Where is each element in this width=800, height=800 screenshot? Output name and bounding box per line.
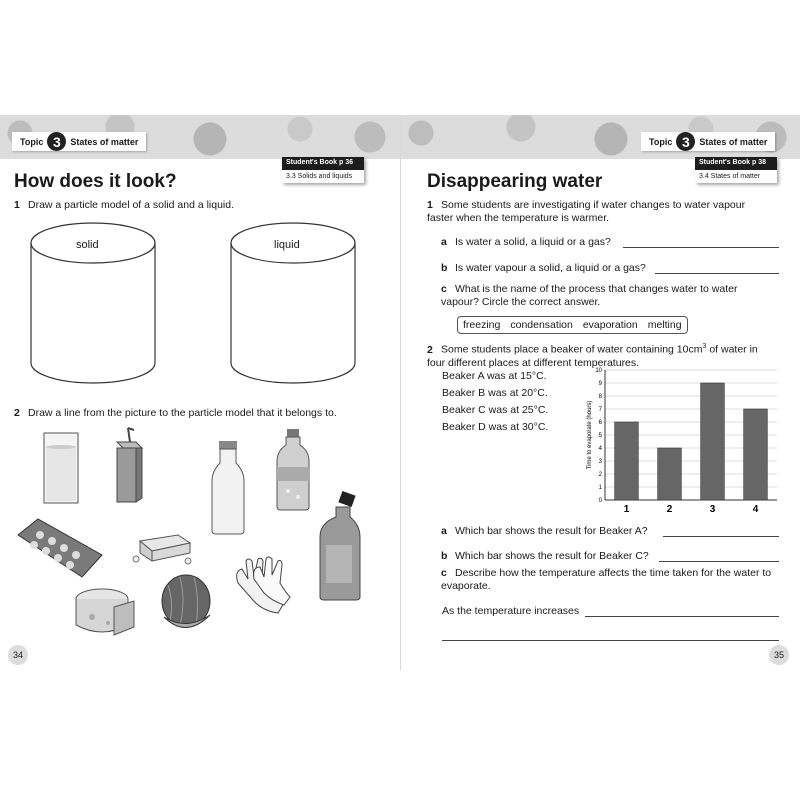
cheese-image[interactable] <box>74 585 138 641</box>
answer-line-2b[interactable] <box>659 561 779 562</box>
glass-of-milk-image[interactable] <box>42 431 80 505</box>
left-page-number: 34 <box>8 645 28 665</box>
y-tick-label: 3 <box>598 459 602 465</box>
topic-number: 3 <box>47 132 66 151</box>
y-tick-label: 6 <box>598 420 602 426</box>
beaker-a-text: Beaker A was at 15°C. <box>442 370 547 382</box>
topic-number: 3 <box>676 132 695 151</box>
beaker-d-text: Beaker D was at 30°C. <box>442 421 549 433</box>
answer-line-2c-2[interactable] <box>442 640 779 641</box>
y-tick-label: 2 <box>598 472 602 478</box>
answer-line-1b[interactable] <box>655 273 779 274</box>
question-number: 2 <box>14 407 20 419</box>
beaker-b-text: Beaker B was at 20°C. <box>442 387 548 399</box>
sub-text: Which bar shows the result for Beaker C? <box>455 550 649 562</box>
water-bottle-image[interactable] <box>274 429 312 511</box>
left-book-ref <box>282 157 364 183</box>
y-tick-label: 5 <box>598 433 602 439</box>
left-question-2 <box>14 407 337 420</box>
question-1c <box>441 283 761 309</box>
question-1b <box>441 262 646 275</box>
juice-carton-image[interactable] <box>114 428 144 504</box>
egg-box-image[interactable] <box>14 515 106 581</box>
question-2a <box>441 525 648 538</box>
right-page-number: 35 <box>769 645 789 665</box>
y-tick-label: 9 <box>598 381 602 387</box>
sub-text: Is water a solid, a liquid or a gas? <box>455 236 611 248</box>
answer-line-2a[interactable] <box>663 536 779 537</box>
question-1a <box>441 236 611 249</box>
x-tick-label: 1 <box>623 504 630 515</box>
question-text-pre: Some students place a beaker of water containing 10 <box>441 343 689 356</box>
y-tick-label: 10 <box>595 368 602 374</box>
bar-3 <box>701 383 725 500</box>
question-text: Draw a particle model of a solid and a liquid. <box>28 199 235 211</box>
y-axis-label: Time to evaporate (hours) <box>587 400 593 470</box>
x-tick-label: 2 <box>666 504 673 515</box>
bar-4 <box>744 409 768 500</box>
bar-1 <box>615 422 639 500</box>
x-tick-label: 4 <box>752 504 759 515</box>
left-question-1 <box>14 199 234 212</box>
unit-superscript: 3 <box>702 343 707 350</box>
answer-options-box <box>457 316 688 334</box>
rubber-gloves-image[interactable] <box>232 553 292 615</box>
question-number: 1 <box>427 199 433 211</box>
x-tick-label: 3 <box>709 504 716 515</box>
question-number: 1 <box>14 199 20 211</box>
y-tick-label: 7 <box>598 407 602 413</box>
bar-2 <box>658 448 682 500</box>
sub-letter: c <box>441 283 447 295</box>
answer-line-1a[interactable] <box>623 247 779 248</box>
right-question-1 <box>427 199 767 225</box>
book-ref-section: 3.4 States of matter <box>699 173 761 180</box>
option-condensation[interactable]: condensation <box>510 319 573 331</box>
question-text: Draw a line from the picture to the particle model that it belongs to. <box>28 407 337 419</box>
sub-letter: b <box>441 262 448 274</box>
milk-bottle-image[interactable] <box>210 441 246 535</box>
answer-start-text: As the temperature increases <box>442 605 580 617</box>
topic-word: Topic <box>20 136 44 147</box>
left-page <box>0 115 400 670</box>
y-tick-label: 4 <box>598 446 602 452</box>
option-freezing[interactable]: freezing <box>463 319 501 331</box>
question-2b <box>441 550 649 563</box>
sub-text: Describe how the temperature affects the time taken for the water to evaporate. <box>441 567 772 592</box>
sub-text: Which bar shows the result for Beaker A? <box>455 525 648 537</box>
left-page-title: How does it look? <box>14 171 177 192</box>
left-topic-tab <box>12 132 146 151</box>
y-tick-label: 0 <box>598 498 602 504</box>
topic-title: States of matter <box>70 136 139 147</box>
sub-text: What is the name of the process that changes water to water vapour? Circle the correct answer. <box>441 283 738 308</box>
right-book-ref <box>695 157 777 183</box>
volume-unit: cm <box>688 343 703 356</box>
book-ref-title: Student's Book p 36 <box>282 157 364 170</box>
question-text: Some students are investigating if water changes to water vapour faster when the temperature is warmer. <box>427 199 746 224</box>
sub-letter: b <box>441 550 448 562</box>
book-ref-title: Student's Book p 38 <box>695 157 777 170</box>
beaker-c-text: Beaker C was at 25°C. <box>442 404 549 416</box>
sub-letter: a <box>441 236 447 248</box>
detergent-bottle-image[interactable] <box>318 493 362 601</box>
question-number: 2 <box>427 343 433 356</box>
watermelon-image[interactable] <box>160 573 214 637</box>
option-melting[interactable]: melting <box>647 319 682 331</box>
cylinder-label-liquid: liquid <box>274 239 300 251</box>
evaporation-bar-chart <box>581 365 781 520</box>
right-topic-tab <box>641 132 775 151</box>
book-ref-section: 3.3 Solids and liquids <box>286 173 353 180</box>
answer-line-2c-1[interactable] <box>585 616 779 617</box>
y-tick-label: 8 <box>598 394 602 400</box>
right-page <box>400 115 800 670</box>
question-text-post: of water in four different places at different temperatures. <box>427 343 758 369</box>
question-2c <box>441 567 775 593</box>
option-evaporation[interactable]: evaporation <box>582 319 638 331</box>
sub-text: Is water vapour a solid, a liquid or a gas? <box>455 262 646 274</box>
soap-bar-image[interactable] <box>132 531 196 567</box>
y-tick-label: 1 <box>598 485 602 491</box>
cylinder-label-solid: solid <box>76 239 99 251</box>
topic-word: Topic <box>649 136 673 147</box>
sub-letter: c <box>441 567 447 579</box>
sub-letter: a <box>441 525 447 537</box>
right-page-title: Disappearing water <box>427 171 603 192</box>
topic-title: States of matter <box>699 136 768 147</box>
